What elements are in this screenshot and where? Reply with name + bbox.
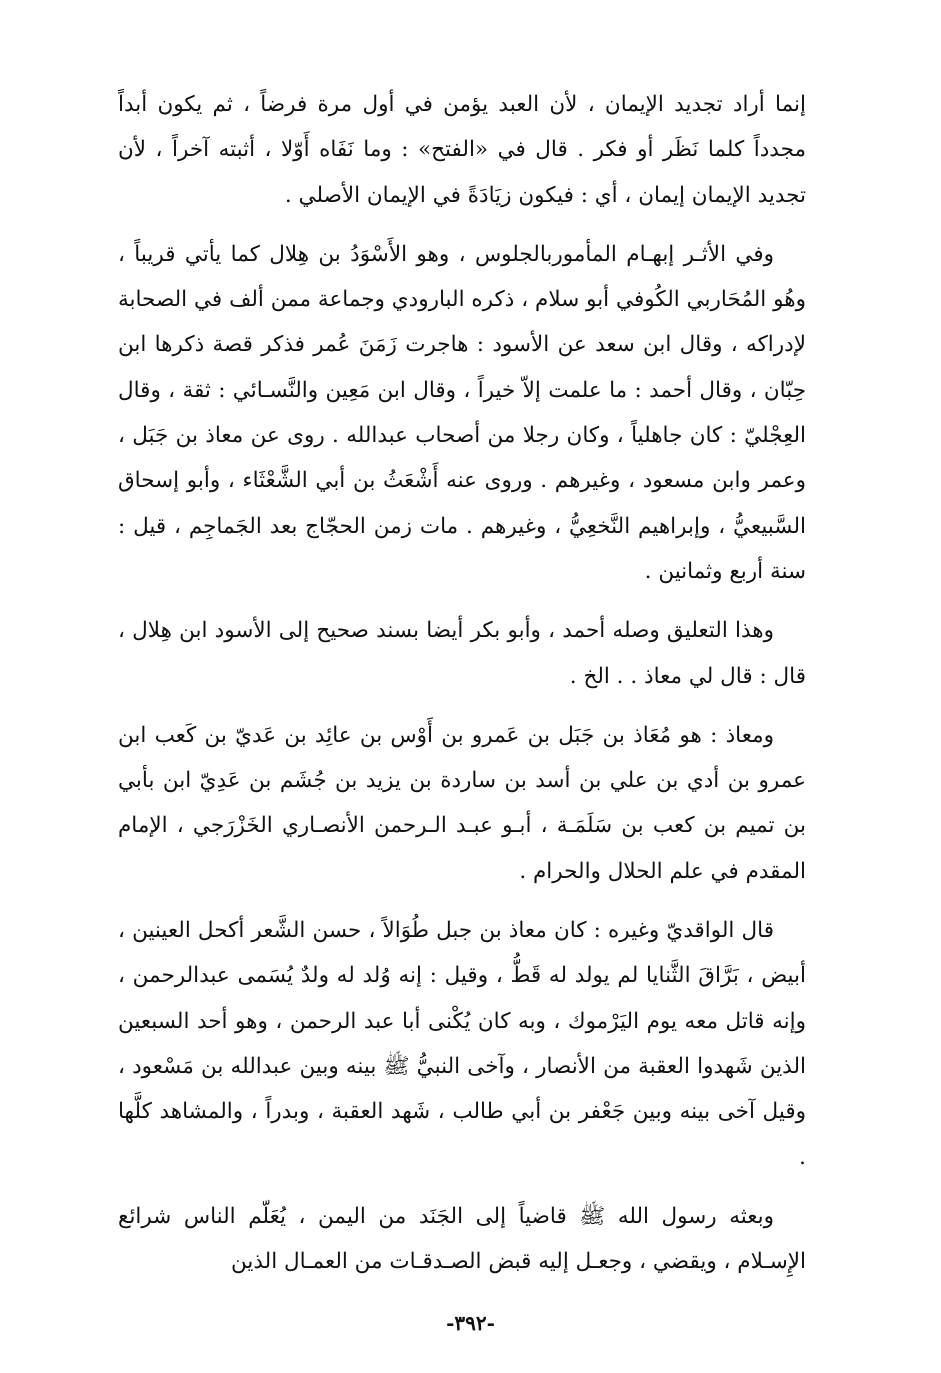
- page-body: [118, 82, 806, 1333]
- paragraph-5: قال الواقديّ وغيره : كان معاذ بن جبل طُوَالاً ، حسن الشَّعر أكحل العينين ، أبيض ، بَرَّاقَ الثَّنايا لم يولد له قَطُّ ، وقيل : إنه وُلد له ولدٌ يُسَمى عبدالرحمن ، وإنه قاتل معه يوم اليَرْموك ، وبه كان يُكْنى أبا عبد الرحمن ، وهو أحد السبعين الذين شَهدوا العقبة من الأنصار ، وآخى النبيُّ ﷺ بينه وبين عبدالله بن مَسْعود ، وقيل آخى بينه وبين جَعْفر بن أبي طالب ، شَهد العقبة ، وبدراً ، والمشاهد كلَّها .: [118, 918, 806, 1170]
- paragraph-2: وفي الأثـر إبهـام المأموربالجلوس ، وهو الأَسْوَدُ بن هِلال كما يأتي قريباً ، وهُو المُحَاربي الكُوفي أبو سلام ، ذكره البارودي وجماعة ممن ألف في الصحابة لإدراكه ، وقال ابن سعد عن الأسود : هاجرت زَمَنَ عُمر فذكر قصة ذكرها ابن حِبّان ، وقال أحمد : ما علمت إلاّ خيراً ، وقال ابن مَعِين والنَّسـائي : ثقة ، وقال العِجْليّ : كان جاهلياً ، وكان رجلا من أصحاب عبدالله . روى عن معاذ بن جَبَل ، وعمر وابن مسعود ، وغيرهم . وروى عنه أَشْعَثُ بن أبي الشَّعْثَاء ، وأبو إسحاق السَّبيعيُّ ، وإبراهيم النَّخعِيُّ ، وغيرهم . مات زمن الحجّاج بعد الجَماجِم ، قيل : سنة أربع وثمانين .: [118, 241, 807, 584]
- paragraph-6: وبعثه رسول الله ﷺ قاضياً إلى الجَنَد من اليمن ، يُعَلّم الناس شرائع الإِسـلام ، ويقضي ، وجعـل إليه قبض الصـدقـات من العمـال الذين: [118, 1203, 806, 1275]
- paragraph-1: إنما أراد تجديد الإيمان ، لأن العبد يؤمن في أول مرة فرضاً ، ثم يكون أبداً مجدداً كلما نَظَر أو فكر . قال في «الفتح» : وما نَفَاه أَوّلا ، أثبته آخراً ، لأن تجديد الإيمان إيمان ، أي : فيكون زيَادَةً في الإيمان الأصلي .: [118, 92, 806, 208]
- page-number: -٣٩٢-: [446, 1311, 495, 1335]
- paragraph-3: وهذا التعليق وصله أحمد ، وأبو بكر أيضا بسند صحيح إلى الأسود ابن هِلال ، قال : قال لي معاذ . . الخ .: [118, 618, 806, 689]
- paragraph-4: ومعاذ : هو مُعَاذ بن جَبَل بن عَمرو بن أَوْس بن عائِد بن عَديّ بن كَعب ابن عمرو بن أدي بن علي بن أسد بن ساردة بن يزيد بن جُشَم بن عَدِيّ ابن بأبي بن تميم بن كعب بن سَلَمَـة ، أبـو عبـد الـرحمن الأنصـاري الخَزْرَجي ، الإمام المقدم في علم الحلال والحرام .: [118, 722, 806, 884]
